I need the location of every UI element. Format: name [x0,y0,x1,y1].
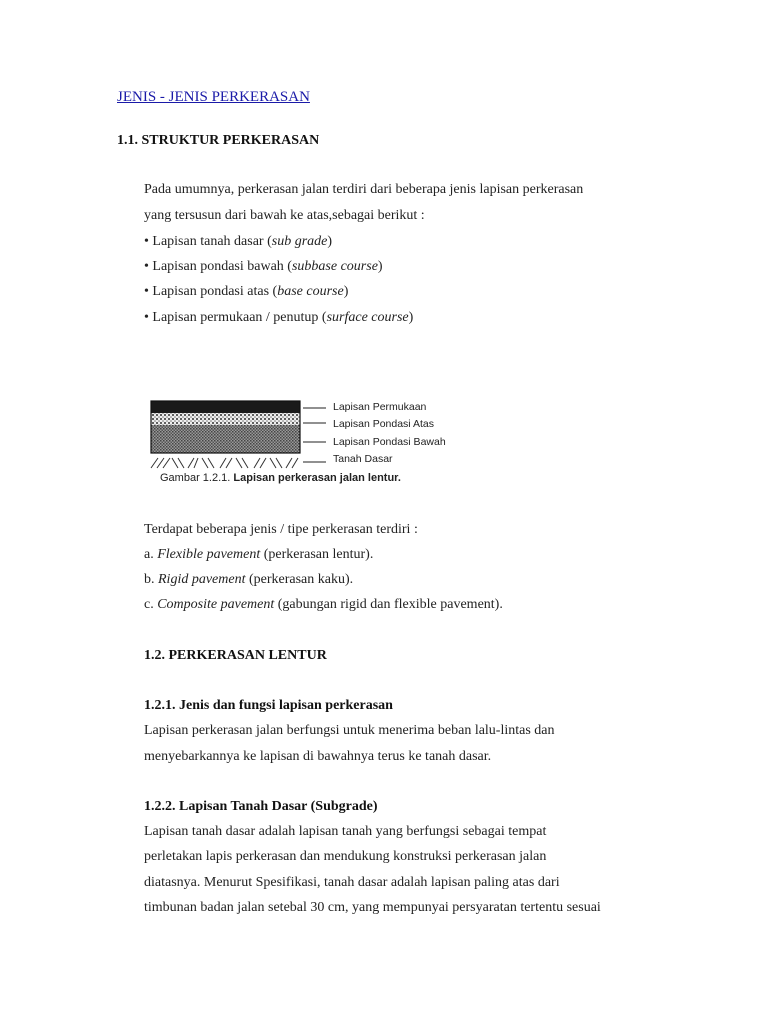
figure-label-surface: Lapisan Permukaan [333,401,427,413]
bullet-end: ) [327,234,333,249]
bullet-item [144,259,383,275]
type-desc: (gabungan rigid dan flexible pavement). [274,597,503,612]
type-desc: (perkerasan lentur). [260,547,374,562]
caption-title: Lapisan perkerasan jalan lentur. [233,472,401,484]
subbase-layer [151,425,300,453]
paragraph-line: yang tersusun dari bawah ke atas,sebagai berikut : [144,208,425,223]
paragraph-line: diatasnya. Menurut Spesifikasi, tanah dasar adalah lapisan paling atas dari [144,875,560,890]
section-heading-1-1: 1.1. STRUKTUR PERKERASAN [117,133,320,148]
figure-label-subgrade: Tanah Dasar [333,453,393,465]
section-heading-1-2: 1.2. PERKERASAN LENTUR [144,648,327,663]
type-name: Rigid pavement [158,572,246,587]
caption-prefix: Gambar 1.2.1. [160,472,231,484]
bullet-italic: subbase course [291,259,378,274]
bullet-italic: base course [277,284,344,299]
bullet-end: ) [343,284,349,299]
paragraph-line: timbunan badan jalan setebal 30 cm, yang mempunyai persyaratan tertentu sesuai [144,900,601,915]
label-leader-lines [303,408,326,462]
figure-label-subbase: Lapisan Pondasi Bawah [333,436,446,448]
bullet-item [144,284,348,300]
paragraph-line: Pada umumnya, perkerasan jalan terdiri dari beberapa jenis lapisan perkerasan [144,182,584,197]
paragraph-line: menyebarkannya ke lapisan di bawahnya terus ke tanah dasar. [144,749,492,764]
pavement-layers-figure [148,398,458,490]
type-prefix: a. [144,547,158,562]
type-item [144,597,503,613]
bullet-item [144,310,413,326]
type-prefix: c. [144,597,158,612]
bullet-end: ) [377,259,383,274]
surface-layer [151,401,300,413]
type-name: Flexible pavement [157,547,261,562]
bullet-text: • Lapisan pondasi atas ( [144,284,278,299]
subsection-heading-1-2-1: 1.2.1. Jenis dan fungsi lapisan perkerasan [144,698,393,713]
bullet-text: • Lapisan permukaan / penutup ( [144,310,327,325]
subgrade-hatch [151,458,298,468]
document-title-link[interactable]: JENIS - JENIS PERKERASAN [117,89,310,105]
subsection-heading-1-2-2: 1.2.2. Lapisan Tanah Dasar (Subgrade) [144,799,378,814]
paragraph-line: perletakan lapis perkerasan dan mendukung konstruksi perkerasan jalan [144,849,547,864]
type-item [144,572,353,588]
bullet-end: ) [408,310,414,325]
type-name: Composite pavement [157,597,275,612]
paragraph-line: Terdapat beberapa jenis / tipe perkerasan terdiri : [144,522,418,537]
figure-label-base: Lapisan Pondasi Atas [333,418,434,430]
paragraph-line: Lapisan tanah dasar adalah lapisan tanah yang berfungsi sebagai tempat [144,824,547,839]
type-prefix: b. [144,572,158,587]
bullet-item [144,234,332,250]
bullet-text: • Lapisan tanah dasar ( [144,234,272,249]
base-layer [151,413,300,425]
bullet-text: • Lapisan pondasi bawah ( [144,259,292,274]
figure-caption [160,472,401,484]
bullet-italic: surface course [326,310,409,325]
type-item [144,547,373,563]
paragraph-line: Lapisan perkerasan jalan berfungsi untuk menerima beban lalu-lintas dan [144,723,555,738]
type-desc: (perkerasan kaku). [245,572,354,587]
bullet-italic: sub grade [271,234,328,249]
